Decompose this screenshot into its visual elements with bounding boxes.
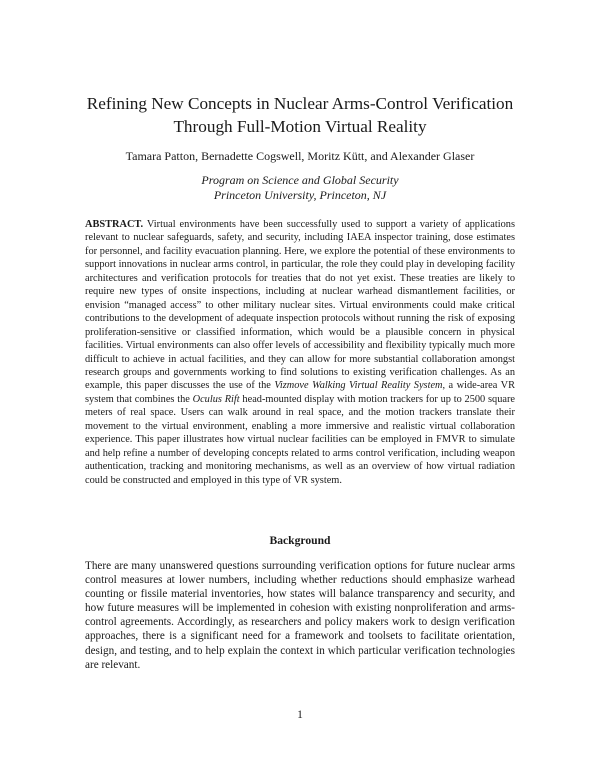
abstract [85,218,515,487]
abstract-oculus-name: Oculus Rift [192,393,240,405]
abstract-text-1: Virtual environments have been successfully used to support a variety of applications relevant to nuclear safeguards, safety, and security, including IAEA inspector training, dose estimates for personnel, and facility evacuation planning. Here, we explore the potential of these environments to support innovations in nuclear arms control, in particular, the role they could play in developing facility architectures and verification protocols for treaties that do not yet exist. These treaties are likely to require new types of onsite inspections, including at nuclear warhead dismantlement facilities, or envision “managed access” to other military nuclear sites. Virtual environments could make critical contributions to the development of adequate inspection protocols without running the risk of exposing proliferation-sensitive or classified information, which would be a plausible concern in physical facilities. Virtual environments can also offer levels of accessibility and flexibility typically much more difficult to achieve in actual facilities, and they can allow for more substantial collaboration amongst research groups and governments working to find solutions to existing verification challenges. As an example, this paper discusses the use of the [85,219,515,392]
abstract-text-3: head-mounted display with motion trackers for up to 2500 square meters of real space. Users can walk around in real space, and the motion trackers translate their movement to the virtual environment, enabling a more immersive and realistic virtual collaboration experience. This paper illustrates how virtual nuclear facilities can be employed in FMVR to simulate and help refine a number of developing concepts related to arms control verification, including weapon authentication, tracking and monitoring mechanisms, as well as an overview of how virtual radiation could be constructed and employed in this type of VR system. [85,393,515,486]
title-line-1: Refining New Concepts in Nuclear Arms-Control Verification [86,94,514,113]
page-number: 1 [297,709,303,721]
affiliation [60,173,540,203]
background-paragraph: There are many unanswered questions surrounding verification options for future nuclear arms control measures at lower numbers, including whether reductions should emphasize warhead counting or fissile material inventories, how states will balance transparency and security, and how future measures will be implemented in cohesion with existing nonproliferation and arms-control agreements. Accordingly, as researchers and policy makers work to design verification approaches, there is a significant need for a framework and toolsets to facilitate orientation, design, and testing, and to help explain the context in which particular verification technologies are relevant. [85,560,515,671]
abstract-text-2: , a wide-area VR system that combines the [85,380,516,405]
abstract-vizmove-name: Vizmove Walking Virtual Reality System [274,380,443,392]
title-line-2: Through Full-Motion Virtual Reality [173,117,427,136]
affiliation-program: Program on Science and Global Security [201,173,399,187]
affiliation-university: Princeton University, Princeton, NJ [213,188,387,202]
paper-title [60,92,540,138]
section-heading-background: Background [269,534,331,547]
abstract-label: ABSTRACT. [85,219,144,230]
author-list: Tamara Patton, Bernadette Cogswell, Moritz Kütt, and Alexander Glaser [125,149,475,163]
